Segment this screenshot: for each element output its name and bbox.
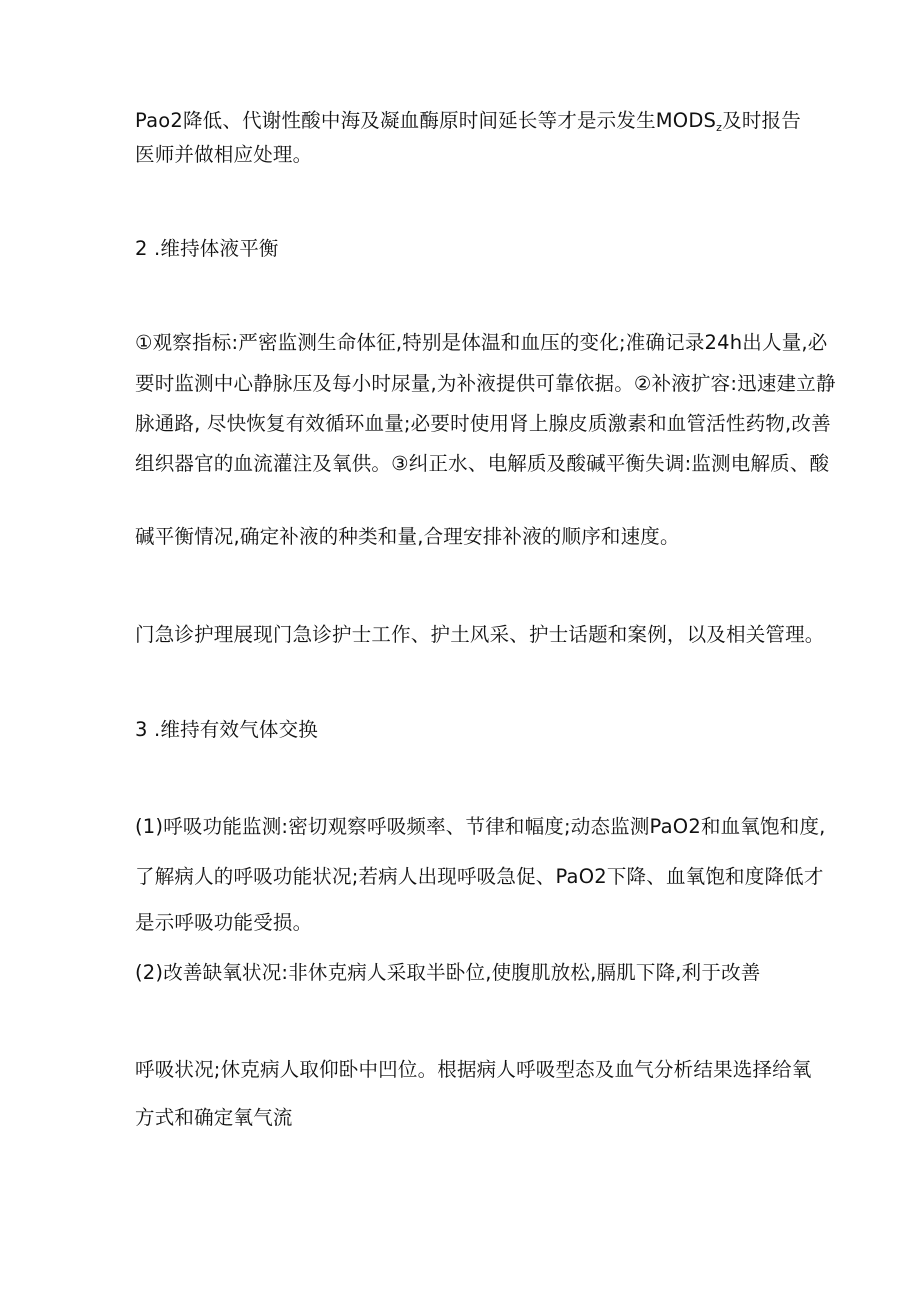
paragraph-line: 脉通路, 尽快恢复有效循环血量;必要时使用肾上腺皮质激素和血管活性药物,改善	[135, 412, 831, 435]
paragraph-line: (1)呼吸功能监测:密切观察呼吸频率、节律和幅度;动态监测PaO2和血氧饱和度,	[135, 815, 826, 838]
text-run: 及时报告	[722, 109, 801, 132]
paragraph-line	[135, 108, 801, 141]
paragraph-line: 了解病人的呼吸功能状况;若病人出现呼吸急促、PaO2下降、血氧饱和度降低才	[135, 865, 824, 888]
paragraph-line: 碱平衡情况,确定补液的种类和量,合理安排补液的顺序和速度。	[135, 525, 680, 548]
paragraph-line: 要时监测中心静脉压及每小时尿量,为补液提供可靠依据。②补液扩容:迅速建立静	[135, 372, 836, 395]
paragraph-line: (2)改善缺氧状况:非休克病人采取半卧位,使腹肌放松,膈肌下降,利于改善	[135, 961, 761, 984]
paragraph-line: 组织器官的血流灌注及氧供。③纠正水、电解质及酸碱平衡失调:监测电解质、酸	[135, 452, 830, 475]
section-heading: 3 .维持有效气体交换	[135, 718, 319, 741]
paragraph-line: 是示呼吸功能受损。	[135, 911, 313, 934]
text-run: Pao2降低、代谢性酸中海及凝血酶原时间延长等才是示发生MODS	[135, 109, 717, 132]
paragraph-line: 方式和确定氧气流	[135, 1106, 293, 1129]
paragraph-line: ①观察指标:严密监测生命体征,特别是体温和血压的变化;准确记录24h出人量,必	[135, 331, 828, 354]
paragraph-line: 呼吸状况;休克病人取仰卧中凹位。根据病人呼吸型态及血气分析结果选择给氧	[135, 1058, 812, 1081]
paragraph-line: 医师并做相应处理。	[135, 143, 313, 166]
paragraph-line: 门急诊护理展现门急诊护士工作、护土风采、护士话题和案例，以及相关管理。	[135, 623, 825, 646]
section-heading: 2 .维持体液平衡	[135, 237, 279, 260]
subscript-text: z	[716, 121, 723, 134]
